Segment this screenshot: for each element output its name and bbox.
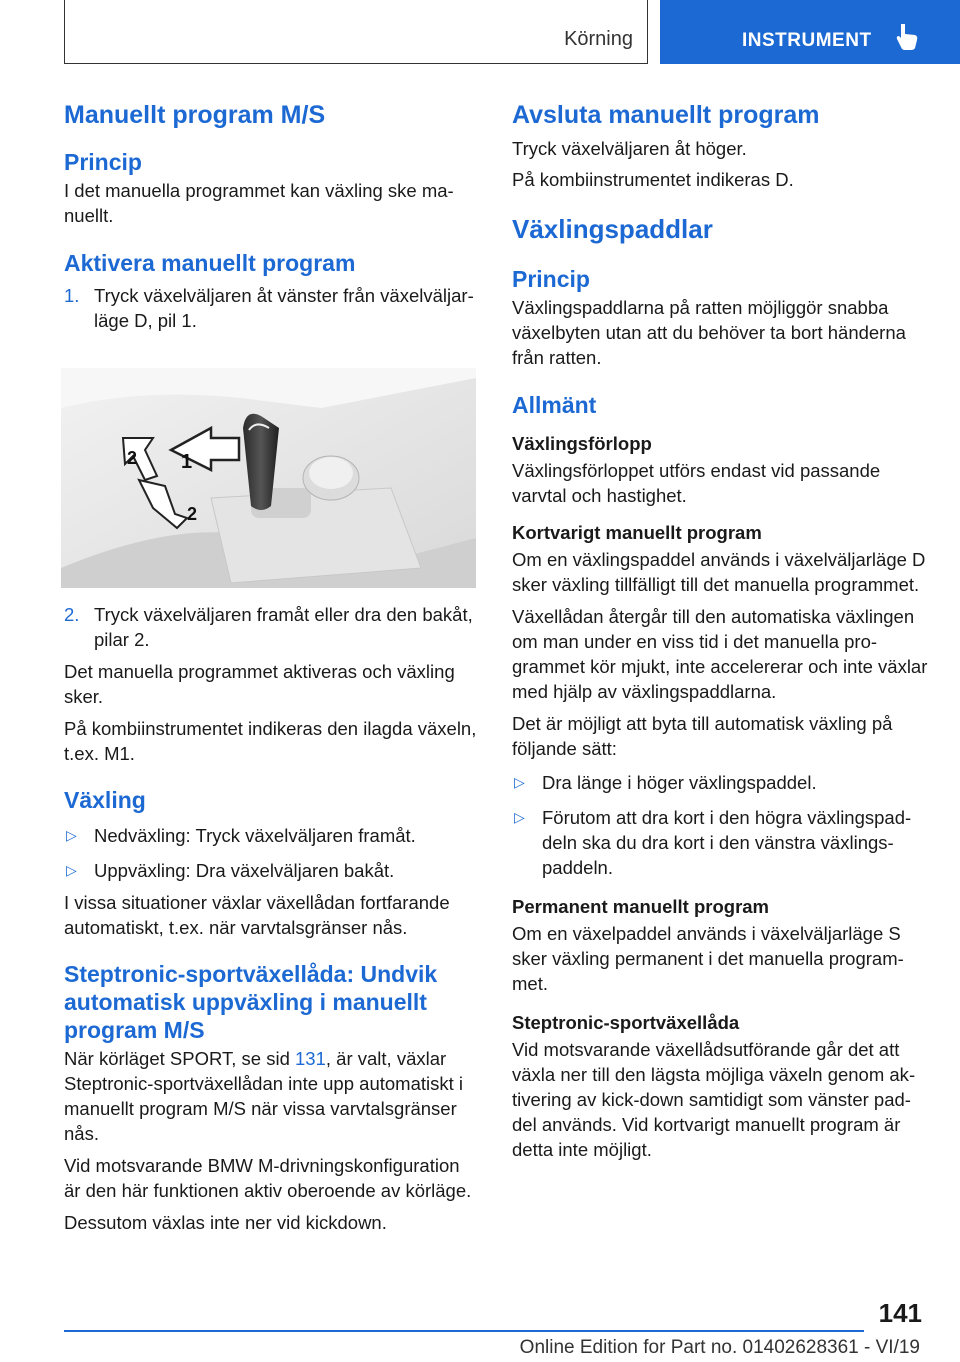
exit-text-2: På kombiinstrumentet indikeras D. [512,169,794,190]
step-1 [64,283,478,333]
subheading-procedure: Växlingsförlopp [512,433,652,454]
heading-shift: Växling [64,787,146,813]
bullet-text: Nedväxling: Tryck växelväljaren framåt. [94,825,416,846]
permanent-text: Om en växelpaddel används i växelväljarläge S sker växling permanent i det manuella programmet. [512,923,904,994]
subheading-permanent: Permanent manuellt program [512,896,770,917]
shift-note: I vissa situationer växlar växellådan fortfarande automatiskt, t.ex. när varvtalsgränser nås. [64,892,450,938]
section-title: Körning [564,28,633,50]
step-number: 1. [64,285,80,306]
subheading-short-manual: Kortvarigt manuellt program [512,522,762,543]
step-2 [64,602,478,652]
activated-text: Det manuella programmet aktiveras och växling sker. [64,661,455,707]
left-column [64,100,478,333]
bullet-short-pulls [512,805,928,880]
heading-exit: Avsluta manuellt program [512,101,820,129]
return-text: Växellådan återgår till den automatiska växlingen om man under en viss tid i det manuella programmet kör mjukt, inte accelererar och inte växlar med hjälp av växlingspaddlarna. [512,606,928,702]
heading-activate: Aktivera manuellt program [64,250,356,276]
footer-divider [64,1330,864,1332]
pointing-hand-icon [896,22,920,52]
procedure-text: Växlingsförloppet utförs endast vid passande varvtal och hastighet. [512,460,881,506]
arrow-2-label-top: 2 [127,448,138,468]
bullet-text: Förutom att dra kort i den högra växlingspaddeln ska du dra kort i den vänstra växlingspaddeln. [542,807,912,878]
arrow-2-label-bottom: 2 [187,504,198,524]
sport-text-post: , är valt, växlar Steptronic-sportväxellådan inte upp automatiskt i manuellt program M/S när vissa varvtalsgränser nås. [64,1048,463,1144]
sport-text-pre: När körläget SPORT, se sid [64,1048,295,1069]
bullet-long-pull [512,770,928,795]
triangle-bullet-icon: ▷ [66,827,77,843]
heading-principle: Princip [64,149,142,175]
page-number: 141 [878,1298,922,1328]
short-manual-text: Om en växlingspaddel används i växelväljarläge D sker växling tillfälligt till det manuella programmet. [512,549,926,595]
steptronic-text: Vid motsvarande växellådsutförande går det att växla ner till den lägsta möjliga växeln genom aktivering av kick-down samtidigt som vänster paddel används. Vid kortvarigt manuellt program är detta inte möjligt. [512,1039,916,1160]
left-column-continued [64,602,478,1235]
gear-selector-photo [61,368,476,588]
bullet-upshift [64,858,478,883]
exit-text-1: Tryck växelväljaren åt höger. [512,138,747,159]
triangle-bullet-icon: ▷ [514,774,525,790]
principle-text: I det manuella programmet kan växling ske manuellt. [64,180,454,226]
bullet-downshift [64,823,478,848]
indicator-text: På kombiinstrumentet indikeras den ilagda växeln, t.ex. M1. [64,718,477,764]
heading-steptronic: Steptronic-sportväxellåda: Undvik automatisk uppväxling i manuellt program M/S [64,961,438,1043]
triangle-bullet-icon: ▷ [66,862,77,878]
section-tab [64,0,648,64]
triangle-bullet-icon: ▷ [514,809,525,825]
heading-general: Allmänt [512,392,597,418]
chapter-title: INSTRUMENT [742,30,872,51]
switch-text: Det är möjligt att byta till automatisk växling på följande sätt: [512,713,893,759]
paddle-principle-text: Växlingspaddlarna på ratten möjliggör snabba växelbyten utan att du behöver ta bort händerna från ratten. [512,297,906,368]
bmw-m-text: Vid motsvarande BMW M-drivningskonfiguration är den här funktionen aktiv oberoende av körläge. [64,1155,472,1201]
subheading-steptronic: Steptronic-sportväxellåda [512,1012,740,1033]
step-text: Tryck växelväljaren framåt eller dra den bakåt, pilar 2. [94,604,473,650]
heading-principle: Princip [512,266,590,292]
step-text: Tryck växelväljaren åt vänster från växelväljarläge D, pil 1. [94,285,474,331]
step-number: 2. [64,604,80,625]
kickdown-text: Dessutom växlas inte ner vid kickdown. [64,1212,387,1233]
heading-paddles: Växlingspaddlar [512,214,713,244]
heading-manual-program: Manuellt program M/S [64,101,326,129]
sport-text [64,1046,478,1146]
right-column [512,100,928,1162]
chapter-tab [660,0,960,64]
page-link[interactable]: 131 [295,1048,326,1069]
arrow-1-label: 1 [181,451,193,473]
edition-text: Online Edition for Part no. 01402628361 - VI/19 [519,1337,920,1358]
bullet-text: Dra länge i höger växlingspaddel. [542,772,817,793]
bullet-text: Uppväxling: Dra växelväljaren bakåt. [94,860,395,881]
